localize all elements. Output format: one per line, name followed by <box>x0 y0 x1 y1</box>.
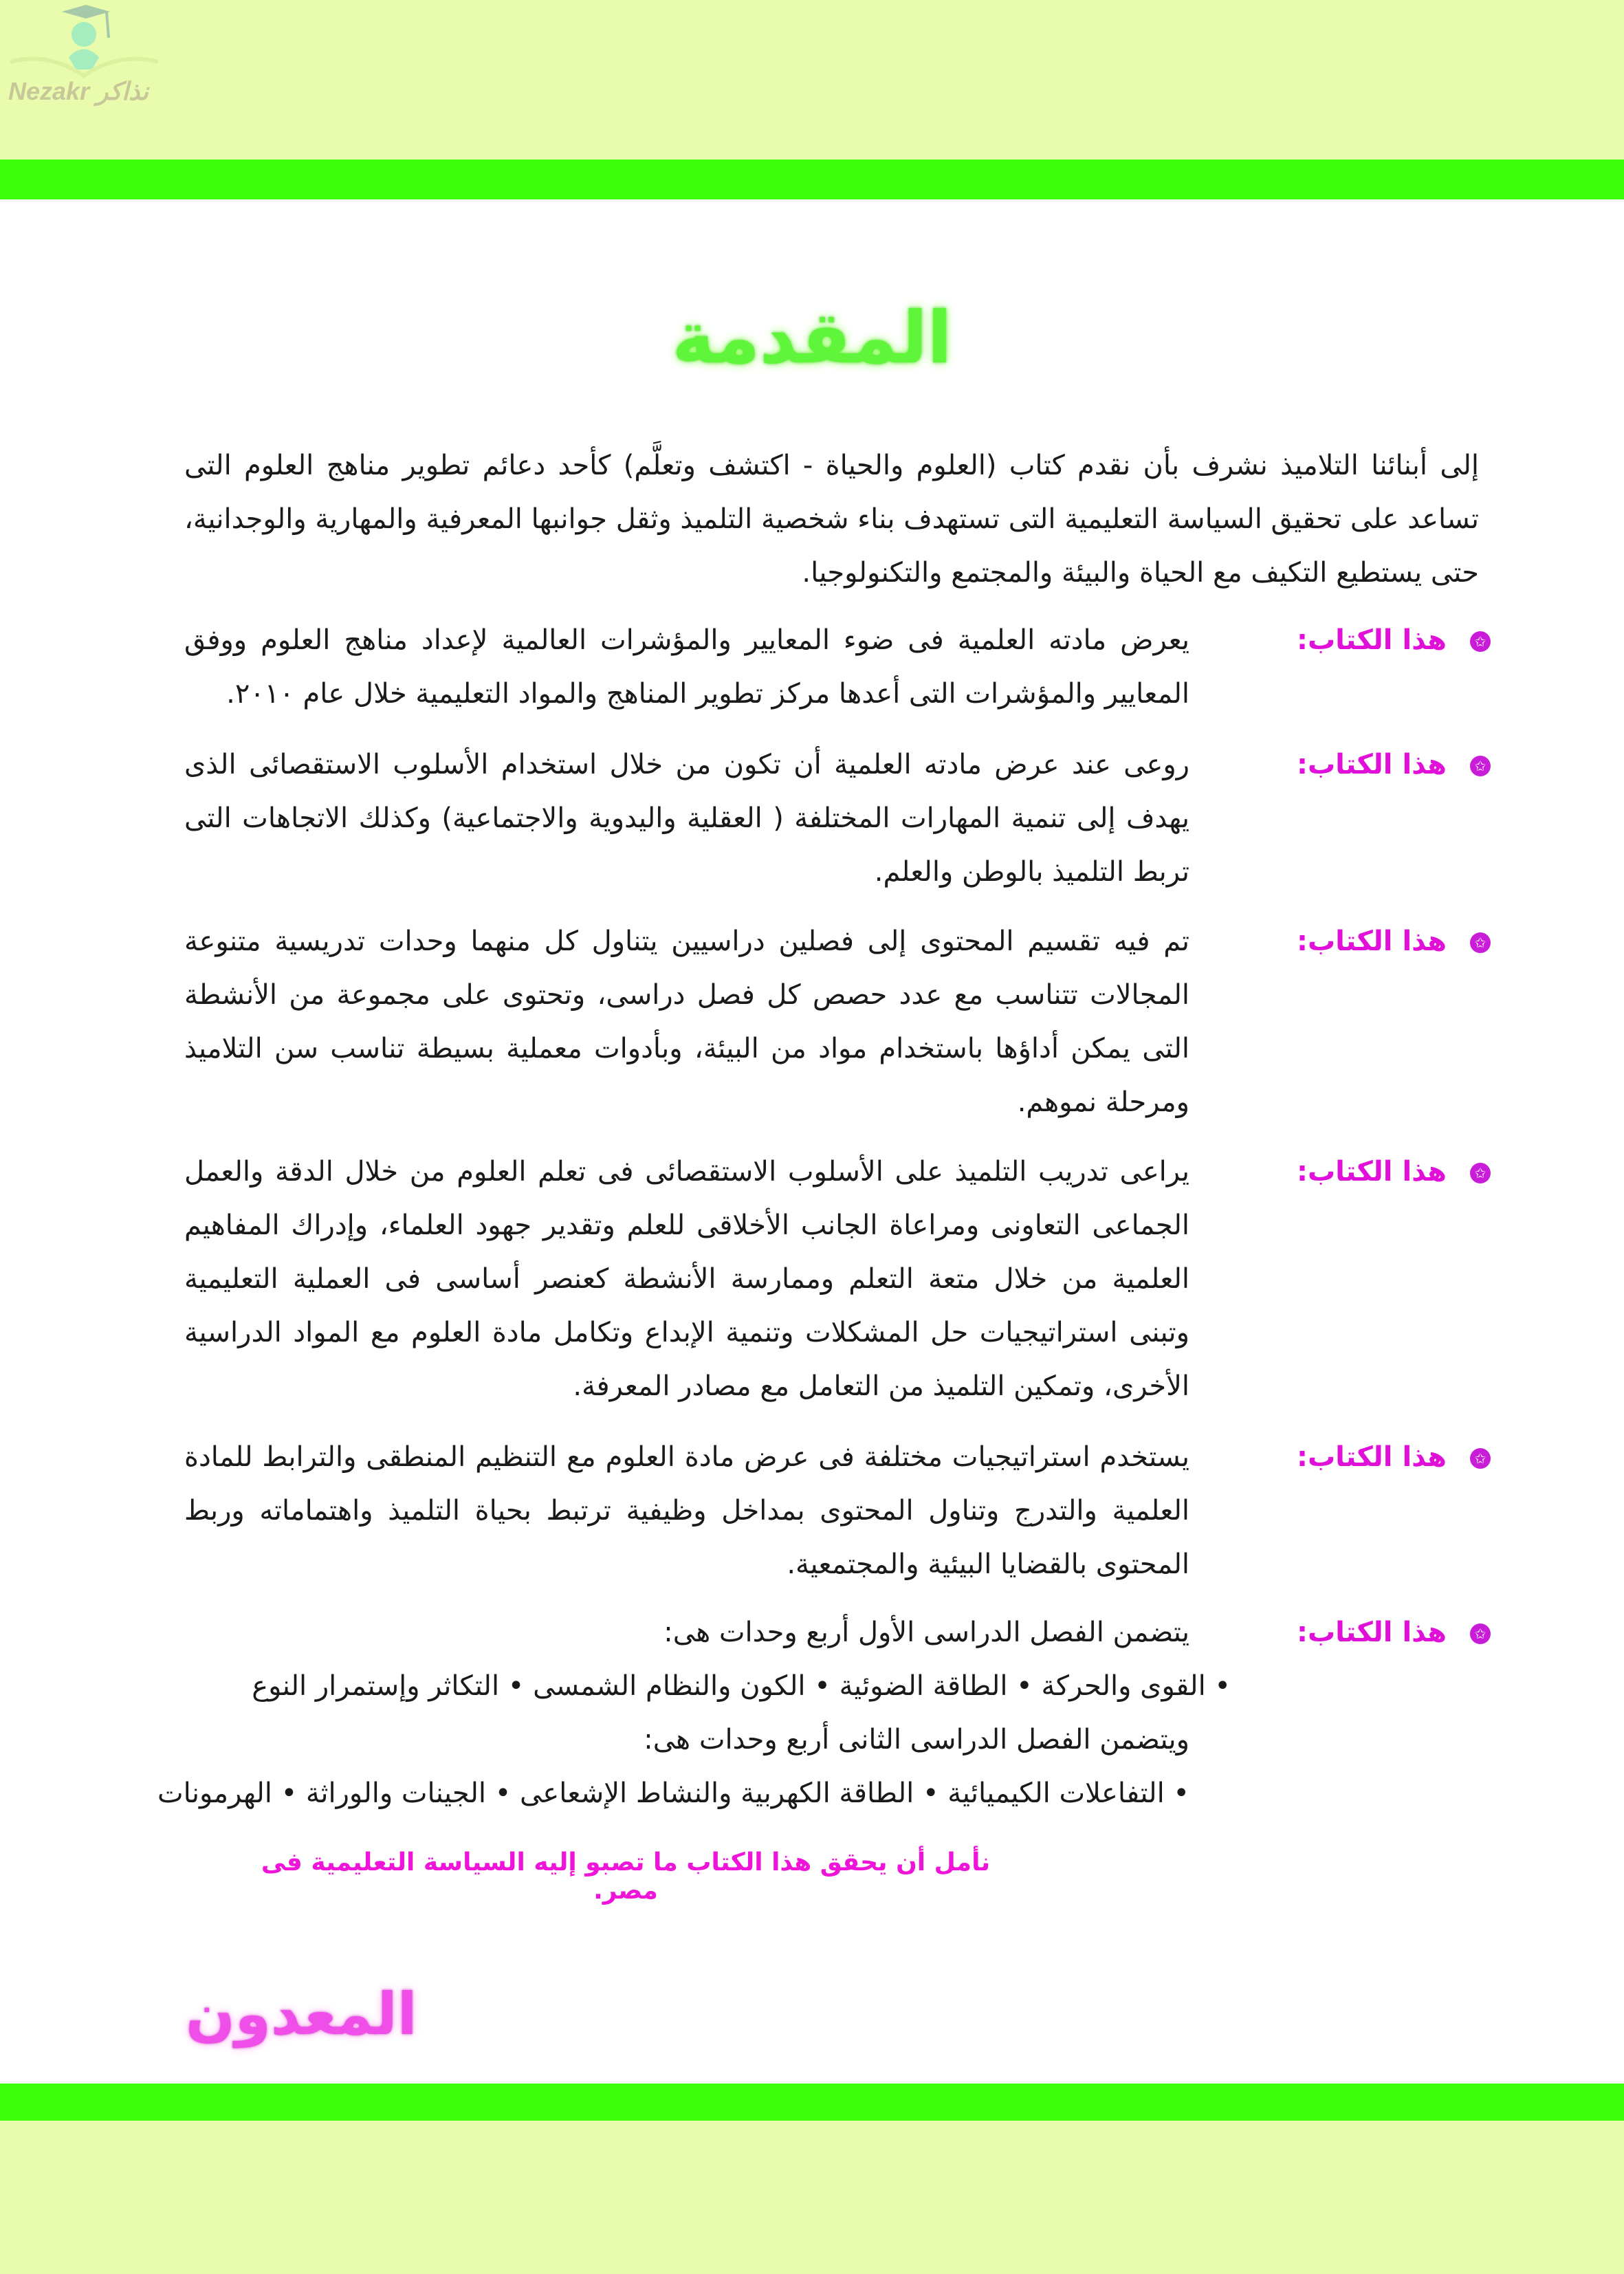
list-item <box>157 1606 1491 1820</box>
star-bullet-icon: ✩ <box>1470 1163 1491 1183</box>
header-band <box>0 0 1624 160</box>
semester-1-heading: يتضمن الفصل الدراسى الأول أربع وحدات هى: <box>663 1617 1189 1648</box>
top-green-bar <box>0 160 1624 199</box>
list-item <box>184 1430 1491 1591</box>
item-label: هذا الكتاب: <box>1296 1441 1447 1473</box>
item-text: يراعى تدريب التلميذ على الأسلوب الاستقصائى فى تعلم العلوم من خلال الدقة والعمل الجماعى التعاونى ومراعاة الجانب الأخلاقى للعلم وتقدير جهود العلماء، وإدراك المفاهيم العلمية من خلال متعة التعلم وممارسة الأنشطة كعنصر أساسى فى العملية التعليمية وتبنى استراتيجيات حل المشكلات وتنمية الإبداع وتكامل مادة العلوم مع المواد الدراسية الأخرى، وتمكين التلميذ من التعامل مع مصادر المعرفة. <box>184 1156 1189 1402</box>
star-bullet-icon: ✩ <box>1470 1448 1491 1469</box>
list-item <box>184 915 1491 1129</box>
item-label: هذا الكتاب: <box>1296 1156 1447 1188</box>
item-label: هذا الكتاب: <box>1296 624 1447 656</box>
signature: المعدون <box>186 1980 417 2048</box>
item-label: هذا الكتاب: <box>1296 1617 1447 1648</box>
item-text: روعى عند عرض مادته العلمية أن تكون من خلال استخدام الأسلوب الاستقصائى الذى يهدف إلى تنمية المهارات المختلفة ( العقلية واليدوية والاجتماعية) وكذلك الاتجاهات التى تربط التلميذ بالوطن والعلم. <box>184 749 1189 888</box>
star-bullet-icon: ✩ <box>1470 756 1491 776</box>
closing-statement: نأمل أن يحقق هذا الكتاب ما تصبو إليه السياسة التعليمية فى مصر. <box>261 1848 991 1905</box>
footer-band <box>0 2121 1624 2274</box>
bottom-green-bar <box>0 2084 1624 2121</box>
semester-2-heading: ويتضمن الفصل الدراسى الثانى أربع وحدات هى: <box>644 1724 1189 1756</box>
star-bullet-icon: ✩ <box>1470 932 1491 953</box>
page-title: المقدمة <box>672 296 952 380</box>
watermark-text: Nezakr نذاكر <box>8 77 149 105</box>
item-label: هذا الكتاب: <box>1296 749 1447 780</box>
list-item <box>184 613 1491 721</box>
intro-paragraph: إلى أبنائنا التلاميذ نشرف بأن نقدم كتاب (العلوم والحياة - اكتشف وتعلَّم) كأحد دعائم تطوير مناهج العلوم التى تساعد على تحقيق السياسة التعليمية التى تستهدف بناء شخصية التلميذ وثقل جوانبها المعرفية والمهارية والوجدانية، حتى يستطيع التكيف مع الحياة والبيئة والمجتمع والتكنولوجيا. <box>184 450 1479 589</box>
semester-2-units: • التفاعلات الكيميائية • الطاقة الكهربية والنشاط الإشعاعى • الجينات والوراثة • الهرمونات <box>157 1778 1189 1809</box>
list-item <box>184 738 1491 899</box>
list-item <box>184 1145 1491 1413</box>
item-label: هذا الكتاب: <box>1296 926 1447 957</box>
semester-1-units: • القوى والحركة • الطاقة الضوئية • الكون والنظام الشمسى • التكاثر وإستمرار النوع <box>252 1670 1231 1702</box>
star-bullet-icon: ✩ <box>1470 1623 1491 1644</box>
item-text: يعرض مادته العلمية فى ضوء المعايير والمؤشرات العالمية لإعداد مناهج العلوم ووفق المعايير والمؤشرات التى أعدها مركز تطوير المناهج والمواد التعليمية خلال عام ٢٠١٠. <box>184 624 1189 710</box>
item-text: تم فيه تقسيم المحتوى إلى فصلين دراسيين يتناول كل منهما وحدات تدريسية متنوعة المجالات تتناسب مع عدد حصص كل فصل دراسى، وتحتوى على مجموعة من الأنشطة التى يمكن أداؤها باستخدام مواد من البيئة، وبأدوات معملية بسيطة تناسب سن التلاميذ ومرحلة نموهم. <box>184 926 1189 1118</box>
item-text: يستخدم استراتيجيات مختلفة فى عرض مادة العلوم مع التنظيم المنطقى والترابط للمادة العلمية والتدرج وتناول المحتوى بمداخل وظيفية ترتبط بحياة التلميذ واهتماماته وربط المحتوى بالقضايا البيئية والمجتمعية. <box>184 1441 1189 1580</box>
star-bullet-icon: ✩ <box>1470 631 1491 652</box>
